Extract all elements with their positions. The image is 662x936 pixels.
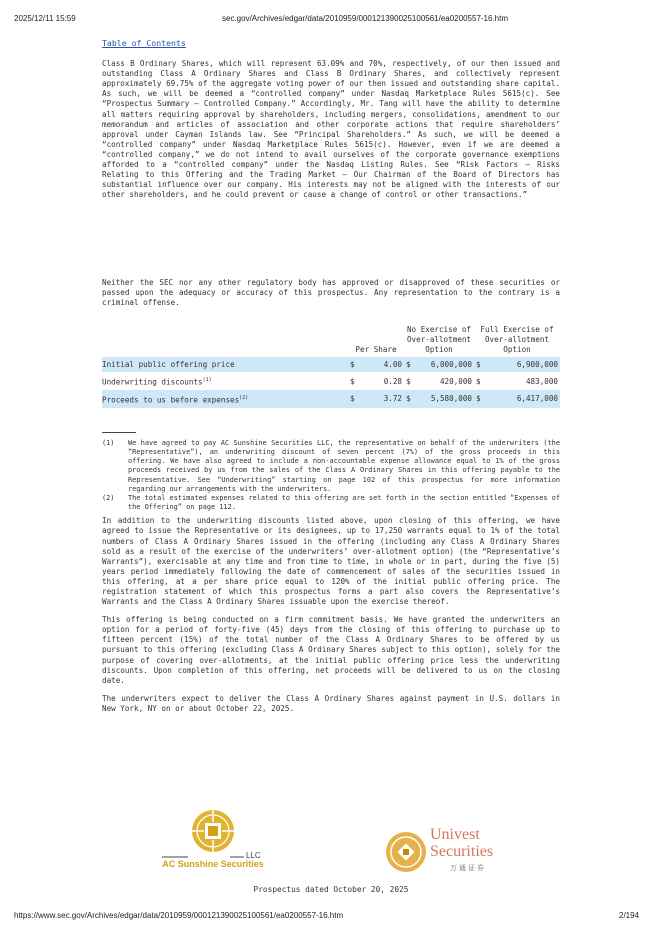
- paragraph-firm-commitment: This offering is being conducted on a firm commitment basis. We have granted the underwriters an option for a period of forty-five (45) days from the closing of this offering to purchase up to fifteen percent (15%) of the total number of the Class A Ordinary Shares to be offered by us pursuant to this offering (excluding Class A Ordinary Shares subject to this option), solely for the purpose of covering over-allotments, at the initial public offering price less the underwriting discounts. Upon completion of this offering, net proceeds will be delivered to us on the closing date.: [102, 615, 560, 685]
- paragraph-sec-disclaimer: Neither the SEC nor any other regulatory body has approved or disapproved of these securities or passed upon the adequacy or accuracy of this prospectus. Any representation to the contrary is a criminal offense.: [102, 278, 560, 308]
- footnote-ref: (1): [202, 377, 212, 384]
- paragraph-controlled-company: Class B Ordinary Shares, which will represent 63.09% and 70%, respectively, of our then issued and outstanding Class A Ordinary Shares and Class B Ordinary Shares, and collectively represent approximately 69.75% of the aggregate voting power of our then issued and outstanding share capital. As such, we will be deemed a “controlled company” under Nasdaq Marketplace Rules 5615(c). See “Prospectus Summary — Controlled Company.” Accordingly, Mr. Tang will have the ability to determine all matters requiring approval by shareholders, including mergers, consolidations, amendment to our memorandum and articles of association and other corporate actions that require shareholders’ approval under Cayman Islands law. See “Principal Shareholders.” As such, we will be deemed a “controlled company” under Nasdaq Marketplace Rules 5615(c). However, even if we are deemed a “controlled company,” we do not intend to avail ourselves of the corporate governance exemptions afforded to a “controlled company” under the Nasdaq Listing Rules. See “Risk Factors — Risks Relating to this Offering and the Trading Market — Our Chairman of the Board of Directors has substantial influence over our company. His interests may not be aligned with the interests of our other shareholders, and he could prevent or cause a change of control or other transactions.”: [102, 59, 560, 200]
- browser-datetime: 2025/12/11 15:59: [14, 14, 76, 23]
- row-label: Underwriting discounts$^{(1)}$: [102, 377, 212, 387]
- currency-symbol: $: [350, 376, 355, 386]
- univest-coin-icon: [384, 830, 428, 874]
- ac-sunshine-logo: [162, 808, 264, 880]
- univest-logo-tagline: 万通证券: [450, 864, 486, 872]
- document-body: [102, 38, 560, 714]
- value-full-exercise: 6,417,000: [484, 390, 560, 408]
- header-full-exercise: Full Exercise of Over-allotment Option: [480, 325, 554, 355]
- value-per-share: 0.28: [383, 376, 402, 386]
- header-per-share: Per Share: [355, 345, 397, 355]
- row-label: Proceeds to us before expenses$^{(2)}$: [102, 390, 348, 408]
- footnote-number: (2): [102, 493, 115, 502]
- value-full-exercise: 6,900,000: [484, 357, 560, 372]
- value-full-exercise: 483,000: [525, 376, 558, 386]
- currency-symbol: $: [474, 357, 484, 372]
- table-row: [102, 357, 560, 372]
- univest-logo: [384, 826, 508, 878]
- footnote-text: We have agreed to pay AC Sunshine Securities LLC, the representative on behalf of the underwriters (the “Representative”), an underwriting discount of seven percent (7%) of the gross proceeds in this offering. We have also agreed to include a non-accountable expense allowance equal to 1% of the gross proceeds received by us from the sales of the Class A Ordinary Shares in this offering payable to the Representative. See “Underwriting” starting on page 102 of this prospectus for more information regarding our arrangements with the underwriters.: [128, 438, 560, 493]
- ac-sunshine-emblem-icon: [162, 808, 264, 880]
- footnote: [102, 494, 560, 512]
- footnote-number: (1): [102, 438, 115, 447]
- header-no-exercise: No Exercise of Over-allotment Option: [406, 325, 471, 355]
- currency-symbol: $: [404, 357, 414, 372]
- univest-logo-line1: Univest: [430, 826, 480, 843]
- page-indicator: 2/194: [619, 911, 640, 920]
- currency-symbol: $: [348, 390, 358, 408]
- table-header-row: [102, 325, 560, 357]
- paragraph-delivery: The underwriters expect to deliver the Class A Ordinary Shares against payment in U.S. dollars in New York, NY on or about October 22, 2025.: [102, 693, 560, 713]
- ac-logo-text: AC Sunshine Securities: [162, 859, 264, 869]
- currency-symbol: $: [404, 390, 414, 408]
- currency-symbol: $: [406, 376, 411, 386]
- paragraph-representative-warrants: In addition to the underwriting discounts listed above, upon closing of this offering, we have agreed to issue the Representative or its designees, up to 17,250 warrants equal to 1% of the total numbers of Class A Ordinary Shares issued in the offering (including any Class A Ordinary Shares sold as a result of the exercise of the underwriters’ over-allotment option) (the “Representative’s Warrants”), exercisable at any time and from time to time, in whole or in part, during the five (5) years period immediately following the date of commencement of sales of the securities issued in this offering, at a per share price equal to 120% of the initial public offering price. The registration statement of which this prospectus forms a part also covers the Representative’s Warrants and the Class A Ordinary Shares issuable upon the exercise thereof.: [102, 516, 560, 607]
- offering-price-table: [102, 325, 560, 408]
- footnote-divider: [102, 432, 136, 433]
- browser-footer-url: https://www.sec.gov/Archives/edgar/data/2010959/000121390025100561/ea0200557-16.htm: [14, 911, 344, 920]
- table-row: [102, 372, 560, 390]
- ac-logo-llc: LLC: [246, 851, 261, 860]
- currency-symbol: $: [348, 357, 358, 372]
- value-no-exercise: 6,000,000: [414, 357, 474, 372]
- value-no-exercise: 5,580,000: [414, 390, 474, 408]
- univest-logo-line2: Securities: [430, 843, 494, 860]
- value-per-share: 3.72: [358, 390, 404, 408]
- value-per-share: 4.00: [358, 357, 404, 372]
- currency-symbol: $: [474, 390, 484, 408]
- table-row: [102, 390, 560, 408]
- row-label: Initial public offering price: [102, 357, 348, 372]
- footnote-text: The total estimated expenses related to this offering are set forth in the section entitled “Expenses of the Offering” on page 112.: [128, 493, 560, 512]
- table-of-contents-link[interactable]: Table of Contents: [102, 38, 186, 48]
- currency-symbol: $: [476, 376, 481, 386]
- value-no-exercise: 420,000: [439, 376, 472, 386]
- footnote-ref: (2): [239, 395, 249, 402]
- footnote: [102, 439, 560, 494]
- prospectus-date: Prospectus dated October 20, 2025: [253, 885, 409, 894]
- browser-header-url: sec.gov/Archives/edgar/data/2010959/000121390025100561/ea0200557-16.htm: [222, 14, 509, 23]
